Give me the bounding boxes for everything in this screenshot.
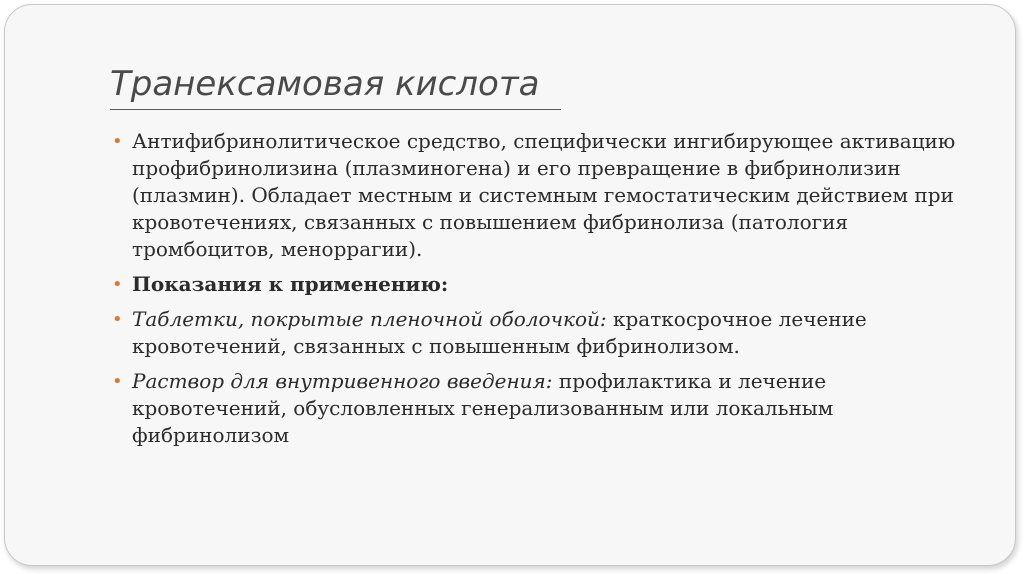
item-text: профилактика и лечение кровотечений, обусловленных генерализованным или локальным фибринолизом xyxy=(132,369,834,447)
bullet-dot-icon: • xyxy=(112,131,123,152)
list-item-tablets xyxy=(110,306,960,360)
item-text: Показания к применению: xyxy=(132,272,449,296)
slide-title: Транексамовая кислота xyxy=(110,64,540,104)
item-text: Антифибринолитическое средство, специфически ингибирующее активацию профибринолизина (плазминогена) и его превращение в фибринолизин (плазмин). Обладает местным и системным гемостатическим действием при кровотечениях, связанных с повышением фибринолиза (патология тромбоцитов, меноррагии). xyxy=(132,129,956,261)
item-emphasis: Раствор для внутривенного введения: xyxy=(132,369,553,393)
bullet-dot-icon: • xyxy=(112,309,123,330)
list-item-injection-solution xyxy=(110,368,960,449)
list-item-indications-heading xyxy=(110,271,960,298)
item-text: краткосрочное лечение кровотечений, связанных с повышенным фибринолизом. xyxy=(132,307,867,358)
item-emphasis: Таблетки, покрытые пленочной оболочкой: xyxy=(132,307,607,331)
list-item-description xyxy=(110,128,960,263)
slide-body xyxy=(110,128,960,457)
title-underline xyxy=(110,109,561,110)
bullet-dot-icon: • xyxy=(112,371,123,392)
bullet-dot-icon: • xyxy=(112,274,123,295)
